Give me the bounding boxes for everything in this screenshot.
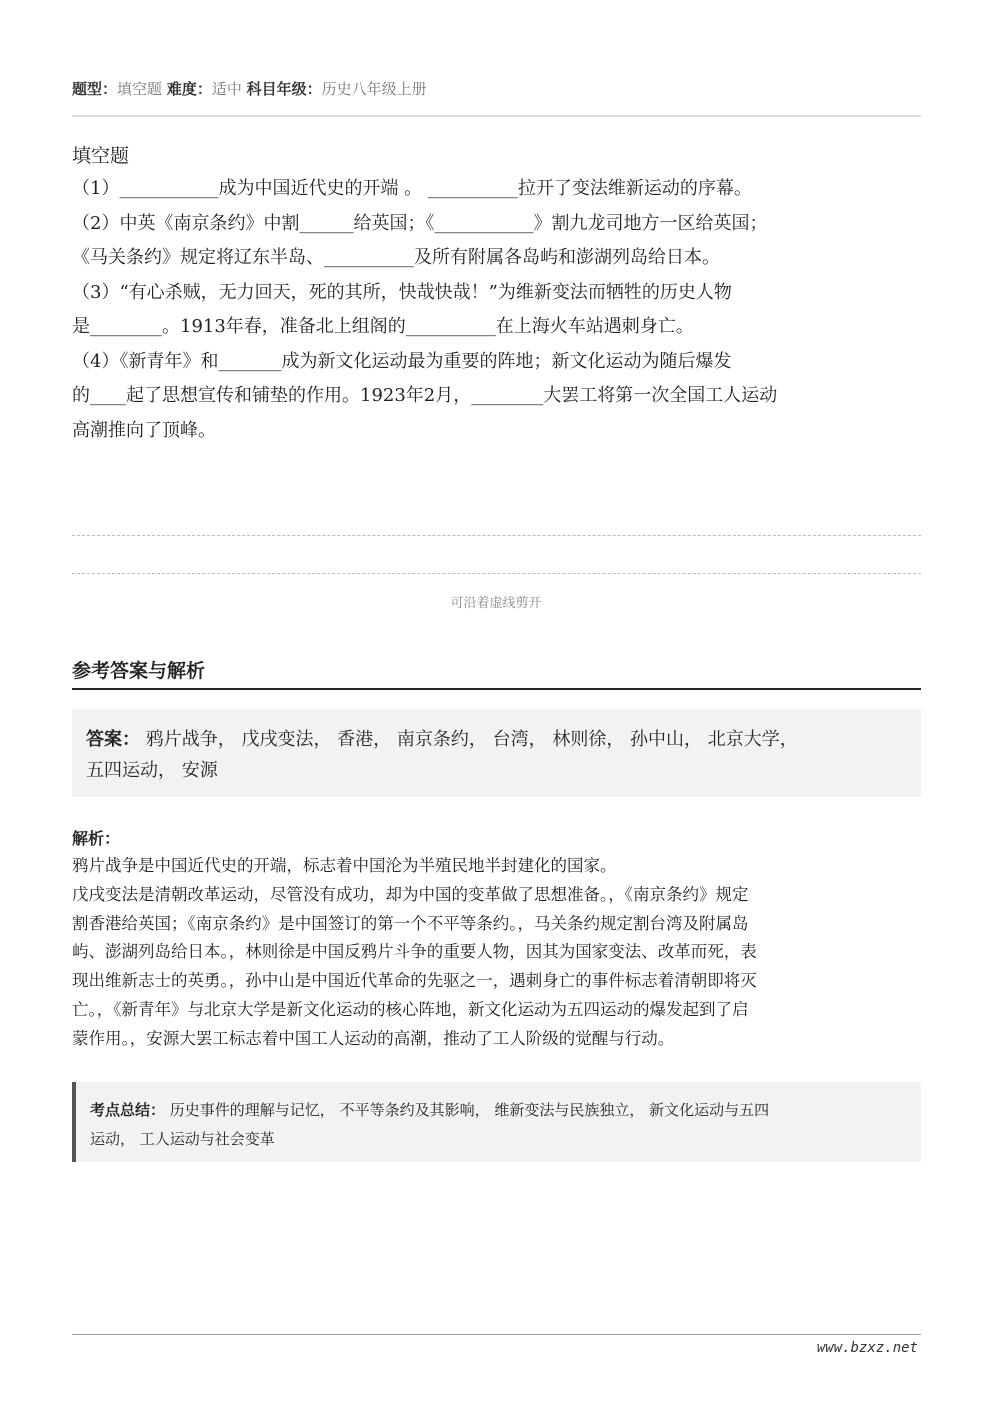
answer-heading: 参考答案与解析 [72,660,206,682]
analysis-line: 戊戌变法是清朝改革运动，尽管没有成功，却为中国的变革做了思想准备。，《南京条约》规定 [72,884,749,904]
analysis-line: 鸦片战争是中国近代史的开端，标志着中国沦为半殖民地半封建化的国家。 [72,856,617,875]
summary-line: 运动， 工人运动与社会变革 [90,1130,275,1148]
answer-line: 五四运动， 安源 [86,760,218,781]
cut-hint: 可沿着虚线剪开 [450,596,542,611]
answer-line: 鸦片战争， 戊戌变法， 香港， 南京条约， 台湾， 林则徐， 孙中山， 北京大学， [145,729,798,750]
footer-divider [72,1334,921,1335]
subject-label: 科目年级： [246,80,322,98]
cut-line [72,573,921,574]
divider [72,115,921,117]
question-line: 是________。1913年春，准备北上组阁的__________在上海火车站遇刺身亡。 [72,316,694,337]
answer-label: 答案： [86,729,140,750]
question-line: （2）中英《南京条约》中割______给英国；《___________》割九龙司地方一区给英国； [72,212,768,234]
difficulty-value: 适中 [211,80,242,98]
question-line: 高潮推向了顶峰。 [72,419,216,441]
dashed-divider [72,535,921,536]
analysis-body [72,852,932,1054]
subject-value: 历史八年级上册 [321,80,427,98]
answer-box [72,709,921,797]
question-body [72,176,932,452]
question-line: 《马关条约》规定将辽东半岛、__________及所有附属各岛屿和澎湖列岛给日本。 [72,247,720,268]
analysis-label: 解析： [72,829,121,848]
analysis-line: 亡。，《新青年》与北京大学是新文化运动的核心阵地，新文化运动为五四运动的爆发起到了启 [72,999,749,1019]
analysis-line: 现出维新志士的英勇。，孙中山是中国近代革命的先驱之一，遇刺身亡的事件标志着清朝即将灭 [72,971,757,991]
summary-line: 历史事件的理解与记忆， 不平等条约及其影响， 维新变法与民族独立， 新文化运动与五四 [169,1101,770,1119]
type-label: 题型： [72,80,118,98]
question-line: （4）《新青年》和_______成为新文化运动最为重要的阵地；新文化运动为随后爆发 [72,350,732,372]
difficulty-label: 难度： [166,80,212,98]
question-line: （3）“有心杀贼，无力回天，死的其所，快哉快哉！”为维新变法而牺牲的历史人物 [72,281,732,303]
analysis-line: 屿、澎湖列岛给日本。，林则徐是中国反鸦片斗争的重要人物，因其为国家变法、改革而死，表 [72,942,757,962]
question-meta [72,78,427,99]
summary-label: 考点总结： [90,1101,166,1119]
analysis-line: 蒙作用。，安源大罢工标志着中国工人运动的高潮，推动了工人阶级的觉醒与行动。 [72,1028,675,1048]
type-value: 填空题 [117,80,163,98]
analysis-line: 割香港给英国；《南京条约》是中国签订的第一个不平等条约。，马关条约规定割台湾及附属岛 [72,913,749,933]
question-line: （1）___________成为中国近代史的开端 。 __________拉开了变法维新运动的序幕。 [72,178,752,199]
key-points-box [72,1082,921,1162]
divider [72,688,921,690]
question-title: 填空题 [72,145,130,167]
footer-url: www.bzxz.net [816,1340,918,1356]
question-line: 的____起了思想宣传和铺垫的作用。1923年2月，________大罢工将第一次全国工人运动 [72,385,778,406]
